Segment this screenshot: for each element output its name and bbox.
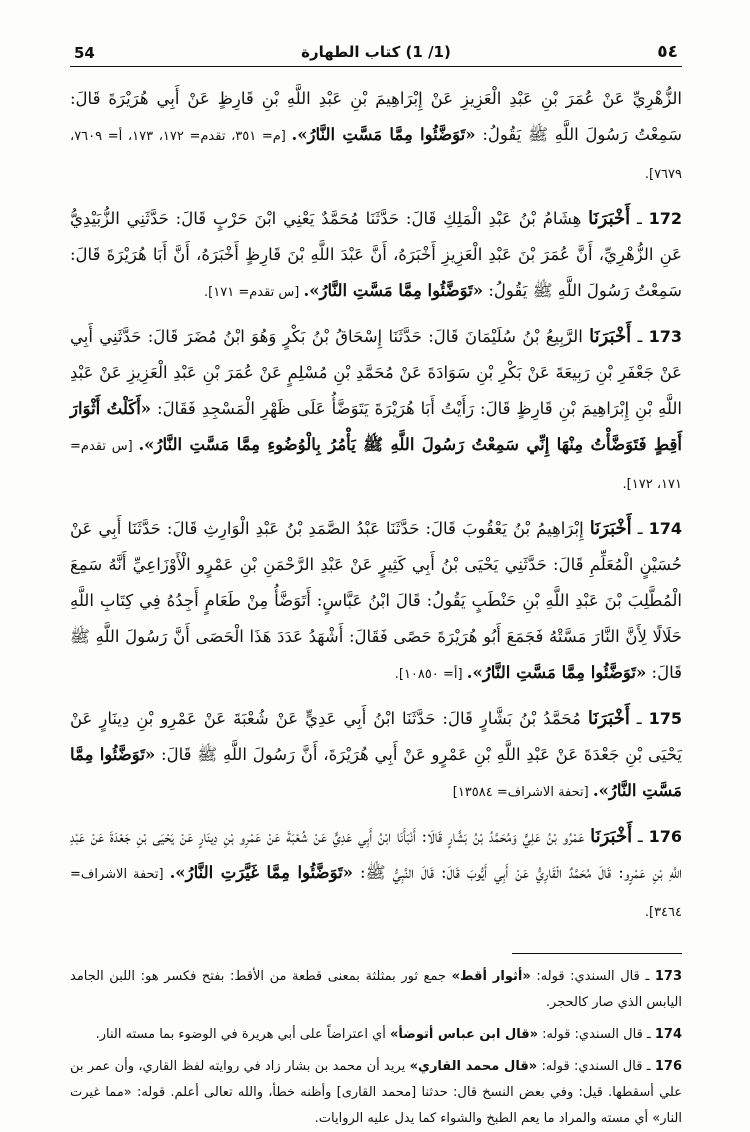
hadith-paragraph: 174 ـ أَخْبَرَنَا إِبْرَاهِيمُ بْنُ يَعْقُوبَ قَالَ: حَدَّثَنَا عَبْدُ الصَّمَدِ بْنُ عَبْدِ الْوَارِثِ قَالَ: حَدَّثَنَا أَبِي عَنْ حُسَيْنٍ الْمُعَلِّمِ قَالَ: حَدَّثَنِي يَحْيَى بْنُ أَبِي كَثِيرٍ عَنْ عَبْدِ الرَّحْمَنِ بْنِ عَمْرٍو الْأَوْزَاعِيِّ أَنَّهُ سَمِعَ الْمُطَّلِبَ بْنَ عَبْدِ اللَّهِ بْنِ حَنْطَبٍ يَقُولُ: قَالَ ابْنُ عَبَّاسٍ: أَتَوَضَّأُ مِنْ طَعَامٍ أَجِدُهُ فِي كِتَابِ اللَّهِ حَلَالًا لِأَنَّ النَّارَ مَسَّتْهُ فَجَمَعَ أَبُو هُرَيْرَةَ حَصًى فَقَالَ: أَشْهَدُ عَدَدَ هَذَا الْحَصَى أَنَّ رَسُولَ اللَّهِ ﷺ قَالَ: «تَوَضَّئُوا مِمَّا مَسَّتِ النَّارُ». [أ= ١٠٨٥٠].: [70, 518, 682, 682]
hadith-lead-word: أَخْبَرَنَا: [589, 326, 632, 347]
footnote-prefix: ـ قال السندي: قوله:: [538, 1027, 655, 1042]
hadith-number: 176: [648, 827, 682, 846]
footnote-prefix: ـ قال السندي: قوله:: [530, 969, 655, 984]
hadith-paragraph: 176 ـ أَخْبَرَنَا عَمْرُو بْنُ عَلِيٍّ وَمُحَمَّدُ بْنُ بَشَّارٍ قَالَا: أَنْبَأَنَا ابْنُ أَبِي عَدِيٍّ عَنْ شُعْبَةَ عَنْ عَمْرِو بْنِ دِينَارٍ عَنْ يَحْيَى بْنِ جَعْدَةَ عَنْ عَبْدِ اللَّهِ بْنِ عَمْرٍو: قَالَ مُحَمَّدٌ الْقَارِيُّ عَنْ أَبِي أَيُّوبَ قَالَ: قَالَ النَّبِيُّ ﷺ: «تَوَضَّئُوا مِمَّا غَيَّرَتِ النَّارُ». [تحفة الاشراف= ٣٤٦٤].: [70, 826, 682, 920]
footnote-number: 176: [654, 1059, 683, 1074]
hadith-text: إِبْرَاهِيمُ بْنُ يَعْقُوبَ قَالَ: حَدَّثَنَا عَبْدُ الصَّمَدِ بْنُ عَبْدِ الْوَارِثِ قَالَ: حَدَّثَنَا أَبِي عَنْ حُسَيْنٍ الْمُعَلِّمِ قَالَ: حَدَّثَنِي يَحْيَى بْنُ أَبِي كَثِيرٍ عَنْ عَبْدِ الرَّحْمَنِ بْنِ عَمْرٍو الْأَوْزَاعِيِّ أَنَّهُ سَمِعَ الْمُطَّلِبَ بْنَ عَبْدِ اللَّهِ بْنِ حَنْطَبٍ يَقُولُ: قَالَ ابْنُ عَبَّاسٍ: أَتَوَضَّأُ مِنْ طَعَامٍ أَجِدُهُ فِي كِتَابِ اللَّهِ حَلَالًا لِأَنَّ النَّارَ مَسَّتْهُ فَجَمَعَ أَبُو هُرَيْرَةَ حَصًى فَقَالَ: أَشْهَدُ عَدَدَ هَذَا الْحَصَى أَنَّ رَسُولَ اللَّهِ ﷺ قَالَ:: [70, 519, 682, 682]
hadith-reference: [تحفة الاشراف= ٣٤٦٤].: [70, 867, 682, 920]
hadith-number: 175: [648, 709, 682, 728]
hadith-lead-word: أَخْبَرَنَا: [589, 518, 632, 539]
prophetic-quote: «تَوَضَّئُوا مِمَّا مَسَّتِ النَّارُ».: [291, 125, 476, 144]
footnote-quote: «قال ابن عباس أتوضأ»: [390, 1027, 539, 1042]
hadith-number: 174: [648, 519, 682, 538]
hadith-text: الزُّهْرِيِّ عَنْ عُمَرَ بْنِ عَبْدِ الْعَزِيزِ عَنْ إِبْرَاهِيمَ بْنِ عَبْدِ اللَّهِ بْنِ قَارِظٍ عَنْ أَبِي هُرَيْرَةَ قَالَ: سَمِعْتُ رَسُولَ اللَّهِ ﷺ يَقُولُ:: [70, 89, 682, 144]
footnote-number: 174: [654, 1027, 682, 1042]
hadith-reference: [تحفة الاشراف= ١٣٥٨٤]: [452, 785, 593, 800]
page-number-latin: 54: [74, 44, 95, 62]
hadith-reference: [أ= ١٠٨٥٠].: [394, 667, 467, 682]
hadith-lead-word: أَخْبَرَنَا: [588, 208, 631, 229]
hadith-paragraph: 173 ـ أَخْبَرَنَا الرَّبِيعُ بْنُ سُلَيْمَانَ قَالَ: حَدَّثَنَا إِسْحَاقُ بْنُ بَكْرٍ وَهُوَ ابْنُ مُضَرَ قَالَ: حَدَّثَنِي أَبِي عَنْ جَعْفَرِ بْنِ رَبِيعَةَ عَنْ بَكْرِ بْنِ سَوَادَةَ عَنْ مُحَمَّدِ بْنِ مُسْلِمٍ عَنْ عُمَرَ بْنِ عَبْدِ الْعَزِيزِ عَنْ عَبْدِ اللَّهِ بْنِ إِبْرَاهِيمَ بْنِ قَارِظٍ قَالَ: رَأَيْتُ أَبَا هُرَيْرَةَ يَتَوَضَّأُ عَلَى ظَهْرِ الْمَسْجِدِ فَقَالَ: «أَكَلْتُ أَثْوَارَ أَقِطٍ فَتَوَضَّأْتُ مِنْهَا إِنِّي سَمِعْتُ رَسُولَ اللَّهِ ﷺ يَأْمُرُ بِالْوُضُوءِ مِمَّا مَسَّتِ النَّارُ». [س تقدم= ١٧١، ١٧٢].: [70, 326, 682, 492]
footnote: [70, 964, 682, 1016]
hadith-text: الرَّبِيعُ بْنُ سُلَيْمَانَ قَالَ: حَدَّثَنَا إِسْحَاقُ بْنُ بَكْرٍ وَهُوَ ابْنُ مُضَرَ قَالَ: حَدَّثَنِي أَبِي عَنْ جَعْفَرِ بْنِ رَبِيعَةَ عَنْ بَكْرِ بْنِ سَوَادَةَ عَنْ مُحَمَّدِ بْنِ مُسْلِمٍ عَنْ عُمَرَ بْنِ عَبْدِ الْعَزِيزِ عَنْ عَبْدِ اللَّهِ بْنِ إِبْرَاهِيمَ بْنِ قَارِظٍ قَالَ: رَأَيْتُ أَبَا هُرَيْرَةَ يَتَوَضَّأُ عَلَى ظَهْرِ الْمَسْجِدِ فَقَالَ:: [70, 327, 682, 418]
page-header: [70, 40, 682, 67]
footnote: [70, 1022, 682, 1048]
footnote-text: يريد أن محمد بن بشار زاد في روايته لفظ القاري، وأن عمر بن علي أسقطها. قيل: وفي بعض النسخ قال: حدثنا [محمد القارى] وأظنه خطأ، والله تعالى أعلم. قوله: «مما غيرت النار» أي مسته والمراد ما يعم الطبخ والشواء كما يدل عليه الروايات.: [70, 1059, 682, 1126]
book-page: [70, 40, 683, 1126]
footnote-number: 173: [654, 969, 682, 984]
hadith-reference: [س تقدم= ١٧١].: [204, 285, 304, 300]
hadith-reference: [س تقدم= ١٧١، ١٧٢].: [70, 439, 682, 492]
prophetic-quote: «تَوَضَّئُوا مِمَّا مَسَّتِ النَّارُ».: [466, 663, 647, 682]
page-number-arabic: ٥٤: [657, 42, 678, 62]
hadith-paragraph: 175 ـ أَخْبَرَنَا مُحَمَّدُ بْنُ بَشَّارٍ قَالَ: حَدَّثَنَا ابْنُ أَبِي عَدِيٍّ عَنْ شُعْبَةَ عَنْ عَمْرِو بْنِ دِينَارٍ عَنْ يَحْيَى بْنِ جَعْدَةَ عَنْ عَبْدِ اللَّهِ بْنِ عَمْرٍو عَنْ أَبِي هُرَيْرَةَ، أَنَّ رَسُولَ اللَّهِ ﷺ قَالَ: «تَوَضَّئُوا مِمَّا مَسَّتِ النَّارُ». [تحفة الاشراف= ١٣٥٨٤]: [70, 708, 682, 800]
hadith-number: 172: [648, 209, 683, 228]
footnote-divider: [512, 953, 682, 954]
hadith-lead-word: أَخْبَرَنَا: [590, 826, 633, 847]
footnote-text: جمع ثور بمثلثة بمعنى قطعة من الأقط: بفتح فكسر هو: اللبن الجامد اليابس الذي صار كالحجر.: [70, 969, 682, 1010]
prophetic-quote: «تَوَضَّئُوا مِمَّا مَسَّتِ النَّارُ».: [303, 281, 484, 300]
hadith-lead-word: أَخْبَرَنَا: [587, 708, 630, 729]
footnote-quote: «قال محمد القاري»: [409, 1059, 538, 1074]
running-title: (1/ 1) كتاب الطهارة: [301, 43, 451, 61]
hadith-number: 173: [648, 327, 682, 346]
prophetic-quote: «تَوَضَّئُوا مِمَّا غَيَّرَتِ النَّارُ».: [169, 863, 353, 882]
prophetic-quote: «أَكَلْتُ أَثْوَارَ أَقِطٍ فَتَوَضَّأْتُ مِنْهَا إِنِّي سَمِعْتُ رَسُولَ اللَّهِ ﷺ يَأْمُرُ بِالْوُضُوءِ مِمَّا مَسَّتِ النَّارُ».: [70, 399, 682, 454]
footnotes: [70, 964, 682, 1132]
prophetic-quote: «تَوَضَّئُوا مِمَّا مَسَّتِ النَّارُ».: [70, 745, 682, 800]
hadith-paragraph: [70, 81, 682, 193]
hadith-text: مُحَمَّدُ بْنُ بَشَّارٍ قَالَ: حَدَّثَنَا ابْنُ أَبِي عَدِيٍّ عَنْ شُعْبَةَ عَنْ عَمْرِو بْنِ دِينَارٍ عَنْ يَحْيَى بْنِ جَعْدَةَ عَنْ عَبْدِ اللَّهِ بْنِ عَمْرٍو عَنْ أَبِي هُرَيْرَةَ، أَنَّ رَسُولَ اللَّهِ ﷺ قَالَ:: [70, 709, 682, 764]
hadith-body: [70, 81, 682, 931]
footnote-quote: «أثوار أقط»: [451, 969, 531, 984]
footnote: [70, 1054, 682, 1132]
hadith-text: عَمْرُو بْنُ عَلِيٍّ وَمُحَمَّدُ بْنُ بَشَّارٍ قَالَا: أَنْبَأَنَا ابْنُ أَبِي عَدِيٍّ عَنْ شُعْبَةَ عَنْ عَمْرِو بْنِ دِينَارٍ عَنْ يَحْيَى بْنِ جَعْدَةَ عَنْ عَبْدِ اللَّهِ بْنِ عَمْرٍو: قَالَ مُحَمَّدٌ الْقَارِيُّ عَنْ أَبِي أَيُّوبَ قَالَ: قَالَ النَّبِيُّ ﷺ:: [70, 827, 682, 882]
hadith-text: هِشَامُ بْنُ عَبْدِ الْمَلِكِ قَالَ: حَدَّثَنَا مُحَمَّدٌ يَعْنِي ابْنَ حَرْبٍ قَالَ: حَدَّثَنِي الزُّبَيْدِيُّ عَنِ الزُّهْرِيِّ، أَنَّ عُمَرَ بْنَ عَبْدِ الْعَزِيزِ أَخْبَرَهُ، أَنَّ عَبْدَ اللَّهِ بْنَ قَارِظٍ أَخْبَرَهُ، أَنَّ أَبَا هُرَيْرَةَ قَالَ: سَمِعْتُ رَسُولَ اللَّهِ ﷺ يَقُولُ:: [70, 209, 682, 300]
hadith-reference: [م= ٣٥١، تقدم= ١٧٢، ١٧٣، أ= ٧٦٠٩، ٧٦٧٩].: [70, 129, 682, 182]
hadith-paragraph: 172 ـ أَخْبَرَنَا هِشَامُ بْنُ عَبْدِ الْمَلِكِ قَالَ: حَدَّثَنَا مُحَمَّدٌ يَعْنِي ابْنَ حَرْبٍ قَالَ: حَدَّثَنِي الزُّبَيْدِيُّ عَنِ الزُّهْرِيِّ، أَنَّ عُمَرَ بْنَ عَبْدِ الْعَزِيزِ أَخْبَرَهُ، أَنَّ عَبْدَ اللَّهِ بْنَ قَارِظٍ أَخْبَرَهُ، أَنَّ أَبَا هُرَيْرَةَ قَالَ: سَمِعْتُ رَسُولَ اللَّهِ ﷺ يَقُولُ: «تَوَضَّئُوا مِمَّا مَسَّتِ النَّارُ». [س تقدم= ١٧١].: [70, 208, 683, 300]
footnote-prefix: ـ قال السندي: قوله:: [537, 1059, 655, 1074]
footnote-text: أي اعتراضاً على أبي هريرة في الوضوء بما مسته النار.: [95, 1027, 391, 1042]
